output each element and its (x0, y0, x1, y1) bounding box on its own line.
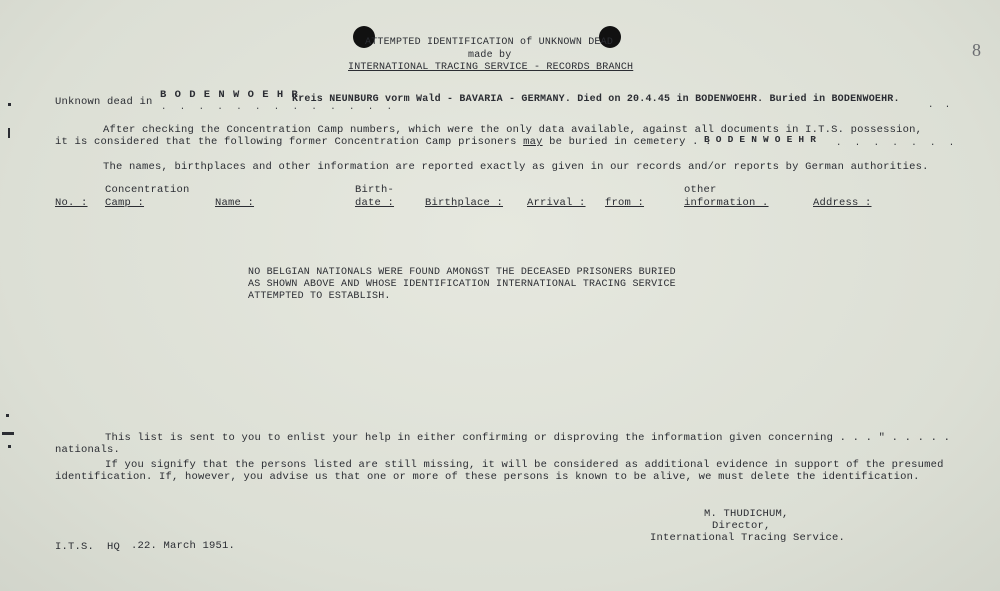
document-subtitle: made by (468, 50, 512, 61)
para1-cemetery: B O D E N W O E H R (704, 134, 817, 145)
para1-text: it is considered that the following former Concentration Camp prisoners (55, 136, 517, 148)
col-other: information . (684, 197, 769, 209)
signatory-name: M. THUDICHUM, (704, 508, 789, 520)
col-no: No. : (55, 197, 88, 209)
para1-end-dots: . . . . . . . (836, 138, 959, 148)
margin-mark (8, 445, 11, 448)
col-birthplace: Birthplace : (425, 197, 504, 209)
col-camp-top: Concentration (105, 184, 190, 196)
col-from: from : (605, 197, 645, 209)
closing-line1: This list is sent to you to enlist your help in either confirming or disproving the information given concerning . . . " . . . . . (105, 432, 951, 444)
col-birthdate: date : (355, 197, 395, 209)
closing-line2: nationals. (55, 444, 121, 456)
page-number: 8 (972, 40, 981, 60)
margin-mark (8, 128, 10, 138)
document-organization: INTERNATIONAL TRACING SERVICE - RECORDS BRANCH (348, 62, 634, 73)
signatory-title: Director, (712, 520, 771, 532)
col-arrival: Arrival : (527, 197, 586, 209)
para1-cemetery-label: be buried in cemetery . . (549, 136, 712, 148)
intro-label: Unknown dead in (55, 96, 153, 108)
footer-ref: I.T.S. HQ (55, 541, 121, 553)
notice-line1: NO BELGIAN NATIONALS WERE FOUND AMONGST THE DECEASED PRISONERS BURIED (248, 267, 676, 278)
document-title: ATTEMPTED IDENTIFICATION of UNKNOWN DEAD (365, 37, 614, 48)
intro-place: B O D E N W O E H R (160, 89, 299, 101)
closing-line4: identification. If, however, you advise us that one or more of these persons is known to be alive, we must delete the identification. (55, 471, 920, 483)
para1-may: may (523, 136, 543, 148)
para1-line1: After checking the Concentration Camp numbers, which were the only data available, against all documents in I.T.S. possession, (103, 124, 923, 136)
notice-line2: AS SHOWN ABOVE AND WHOSE IDENTIFICATION INTERNATIONAL TRACING SERVICE (248, 279, 676, 290)
closing-line3: If you signify that the persons listed are still missing, it will be considered as additional evidence in support of the presumed (105, 459, 944, 471)
intro-details: Kreis NEUNBURG vorm Wald - BAVARIA - GERMANY. Died on 20.4.45 in BODENWOEHR. Buried in BODENWOEHR. (292, 94, 900, 105)
col-camp: Camp : (105, 197, 145, 209)
intro-place-dots: . . . . . . . . . . . . . (161, 102, 397, 112)
col-address: Address : (813, 197, 872, 209)
para2: The names, birthplaces and other information are reported exactly as given in our records and/or reports by German authorities. (103, 161, 929, 173)
margin-mark (6, 414, 9, 417)
para1-line2 (55, 136, 712, 148)
signatory-organization: International Tracing Service. (650, 532, 846, 544)
margin-mark (2, 432, 14, 435)
intro-end-dots: . . (928, 100, 954, 110)
col-name: Name : (215, 197, 255, 209)
notice-line3: ATTEMPTED TO ESTABLISH. (248, 291, 391, 302)
col-birth-top: Birth- (355, 184, 395, 196)
footer-date: .22. March 1951. (131, 540, 236, 552)
margin-mark (8, 103, 11, 106)
col-other-top: other (684, 184, 717, 196)
